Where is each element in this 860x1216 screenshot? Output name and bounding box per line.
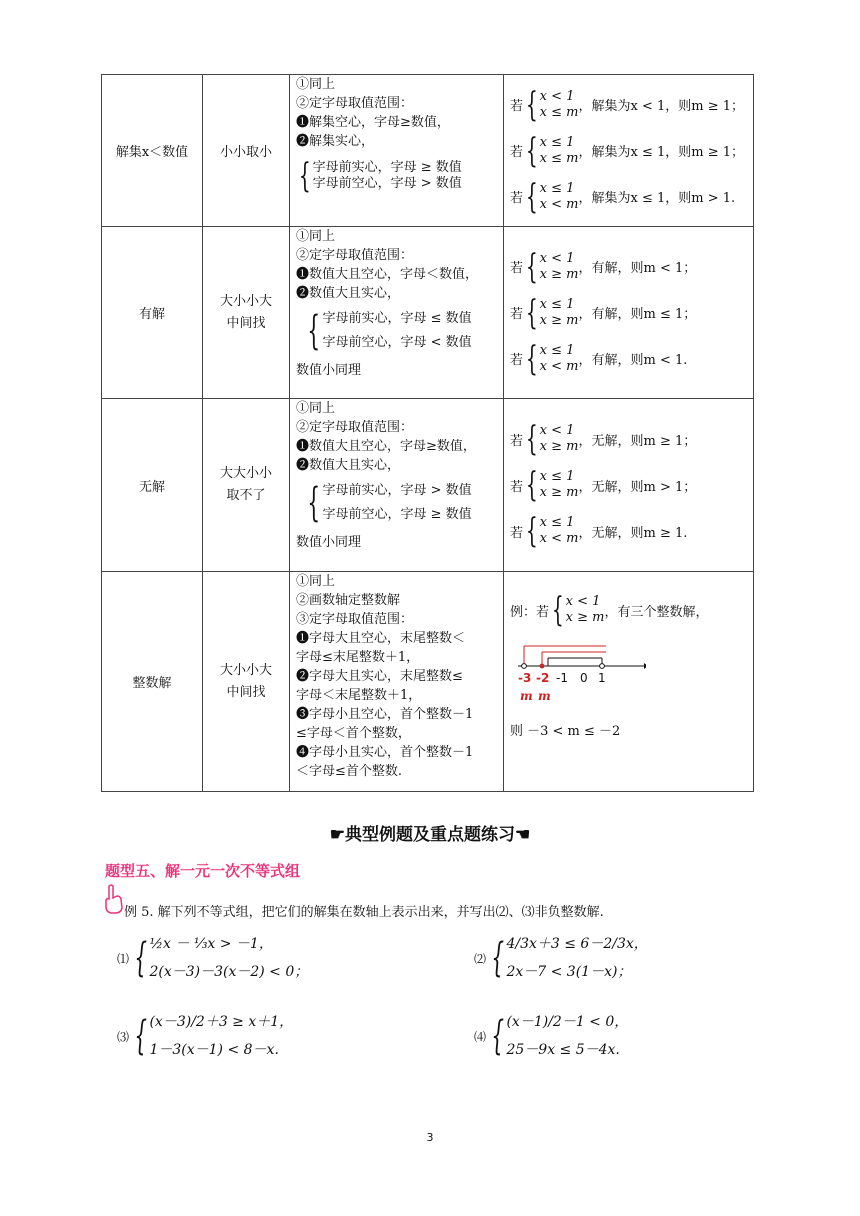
method-sys-line: 字母前实心，字母 ≥ 数值	[312, 160, 462, 175]
problem-line: (x－1)/2－1 < 0，	[506, 1014, 629, 1030]
tick-label: 0	[580, 671, 588, 685]
examples-cell	[504, 572, 754, 792]
table-row	[102, 227, 754, 399]
method-line: ①同上	[296, 229, 336, 244]
examples-cell	[504, 227, 754, 399]
method-line: ❷数值大且实心，	[296, 286, 401, 301]
tick-label: 1	[598, 671, 606, 685]
table-row	[102, 399, 754, 572]
method-sys-line: 字母前空心，字母 ≥ 数值	[322, 507, 472, 522]
method-system	[304, 307, 472, 355]
method-system	[304, 479, 472, 527]
method-cell	[290, 227, 504, 399]
method-line: ❹字母小且实心，首个整数－1	[296, 745, 474, 760]
example-line: 例：若 { x < 1 x ≥ m ，有三个整数解，	[510, 590, 709, 630]
method-line: ❶解集空心，字母≥数值，	[296, 115, 450, 130]
problem-line: 2x－7 < 3(1－x)；	[506, 964, 632, 980]
method-line: ②画数轴定整数解	[296, 593, 401, 608]
method-line: ②定字母取值范围：	[296, 248, 414, 263]
example-line: 若 { x < 1 x ≤ m ，解集为x < 1，则m ≥ 1；	[510, 84, 744, 125]
case-cell: 解集x＜数值	[102, 75, 203, 227]
case-cell: 有解	[102, 227, 203, 399]
example-conclusion: 则 －3 < m ≤ －2	[510, 724, 621, 739]
problem-4: ⑷ { (x－1)/2－1 < 0， 25－9x ≤ 5－4x.	[474, 1008, 628, 1064]
method-line: ❷字母大且实心，末尾整数≤	[296, 669, 463, 684]
method-sys-line: 字母前实心，字母 > 数值	[322, 483, 472, 498]
method-system	[296, 156, 462, 196]
problem-line: 1－3(x－1) < 8－x.	[149, 1042, 279, 1058]
method-line: ①同上	[296, 77, 336, 92]
tick-label: -2	[536, 671, 550, 685]
method-line: ❶数值大且空心，字母＜数值，	[296, 267, 479, 282]
example-line: 若 { x ≤ 1 x ≥ m ，无解，则m > 1；	[510, 465, 697, 505]
rule-cell: 大小小大中间找	[203, 572, 290, 792]
method-line: 字母≤末尾整数＋1，	[296, 650, 420, 665]
brace-icon: {	[307, 308, 321, 354]
method-line: ①同上	[296, 574, 336, 589]
method-line: ②定字母取值范围：	[296, 96, 414, 111]
rule-cell: 大小小大中间找	[203, 227, 290, 399]
examples-cell	[504, 75, 754, 227]
brace-icon: {	[134, 1013, 148, 1059]
method-line: ❷数值大且实心，	[296, 458, 401, 473]
table-row	[102, 572, 754, 792]
method-line: ≤字母＜首个整数，	[296, 726, 411, 741]
brace-icon: {	[307, 480, 321, 526]
brace-icon: {	[134, 935, 148, 981]
example-line: 若 { x ≤ 1 x < m ，无解，则m ≥ 1.	[510, 511, 688, 551]
open-point-icon	[522, 664, 527, 669]
problem-line: 2(x－3)－3(x－2) < 0；	[149, 964, 309, 980]
axis-arrow-icon	[644, 663, 646, 669]
problem-3: ⑶ { (x－3)/2＋3 ≥ x＋1， 1－3(x－1) < 8－x.	[117, 1008, 293, 1064]
method-sys-line: 字母前空心，字母 > 数值	[312, 176, 462, 191]
page-number: 3	[426, 1131, 434, 1144]
rules-table	[101, 74, 754, 792]
method-line: 字母＜末尾整数＋1，	[296, 688, 422, 703]
open-point-icon	[600, 664, 605, 669]
method-line: ❸字母小且空心，首个整数－1	[296, 707, 474, 722]
problem-1: ⑴ { ½x － ⅓x > －1， 2(x－3)－3(x－2) < 0；	[117, 930, 308, 986]
method-line: ❶字母大且空心，末尾整数＜	[296, 631, 466, 646]
example-line: 若 { x ≤ 1 x < m ，解集为x ≤ 1，则m > 1.	[510, 176, 736, 217]
example-intro: 例 5. 解下列不等式组，把它们的解集在数轴上表示出来，并写出⑵、⑶非负整数解.	[124, 905, 604, 920]
rule-cell: 大大小小取不了	[203, 399, 290, 572]
problem-2: ⑵ { 4/3x＋3 ≤ 6－2/3x， 2x－7 < 3(1－x)；	[474, 930, 648, 986]
method-sys-line: 字母前空心，字母 < 数值	[322, 335, 472, 350]
brace-icon: {	[491, 1013, 505, 1059]
table-row	[102, 75, 754, 227]
method-cell	[290, 75, 504, 227]
problem-line: 4/3x＋3 ≤ 6－2/3x，	[506, 936, 648, 952]
problem-line: ½x － ⅓x > －1，	[149, 936, 273, 952]
case-cell: 整数解	[102, 572, 203, 792]
example-line: 若 { x < 1 x ≥ m ，无解，则m ≥ 1；	[510, 419, 697, 459]
tick-label: -1	[556, 671, 568, 685]
example-line: 若 { x ≤ 1 x ≤ m ，解集为x ≤ 1，则m ≥ 1；	[510, 130, 744, 171]
method-line: ❶数值大且空心，字母≥数值，	[296, 439, 476, 454]
method-line: ①同上	[296, 401, 336, 416]
example-line: 若 { x < 1 x ≥ m ，有解，则m < 1；	[510, 246, 697, 287]
topic-heading: 题型五、解一元一次不等式组	[105, 862, 301, 880]
tick-label: -3	[518, 671, 532, 685]
problem-line: 25－9x ≤ 5－4x.	[506, 1042, 620, 1058]
m-label: m	[520, 689, 533, 703]
examples-cell	[504, 399, 754, 572]
number-line-diagram	[516, 638, 646, 708]
closed-point-icon	[540, 664, 545, 669]
problem-line: (x－3)/2＋3 ≥ x＋1，	[149, 1014, 294, 1030]
brace-icon: {	[491, 935, 505, 981]
method-line: ＜字母≤首个整数.	[296, 764, 403, 779]
method-line: ③定字母取值范围：	[296, 612, 414, 627]
rule-cell: 小小取小	[203, 75, 290, 227]
method-cell	[290, 399, 504, 572]
case-cell: 无解	[102, 399, 203, 572]
example-line: 若 { x ≤ 1 x ≥ m ，有解，则m ≤ 1；	[510, 292, 697, 333]
section-title: ☛典型例题及重点题练习☚	[329, 825, 531, 845]
method-sys-line: 字母前实心，字母 ≤ 数值	[322, 311, 472, 326]
method-line: ❷解集实心，	[296, 134, 375, 149]
method-line: ②定字母取值范围：	[296, 420, 414, 435]
method-tail: 数值小同理	[296, 363, 362, 378]
example-line: 若 { x ≤ 1 x < m ，有解，则m < 1.	[510, 338, 688, 379]
m-label: m	[538, 689, 551, 703]
method-cell	[290, 572, 504, 792]
brace-icon: {	[298, 156, 311, 196]
pointing-hand-icon	[103, 884, 125, 914]
method-tail: 数值小同理	[296, 535, 362, 550]
